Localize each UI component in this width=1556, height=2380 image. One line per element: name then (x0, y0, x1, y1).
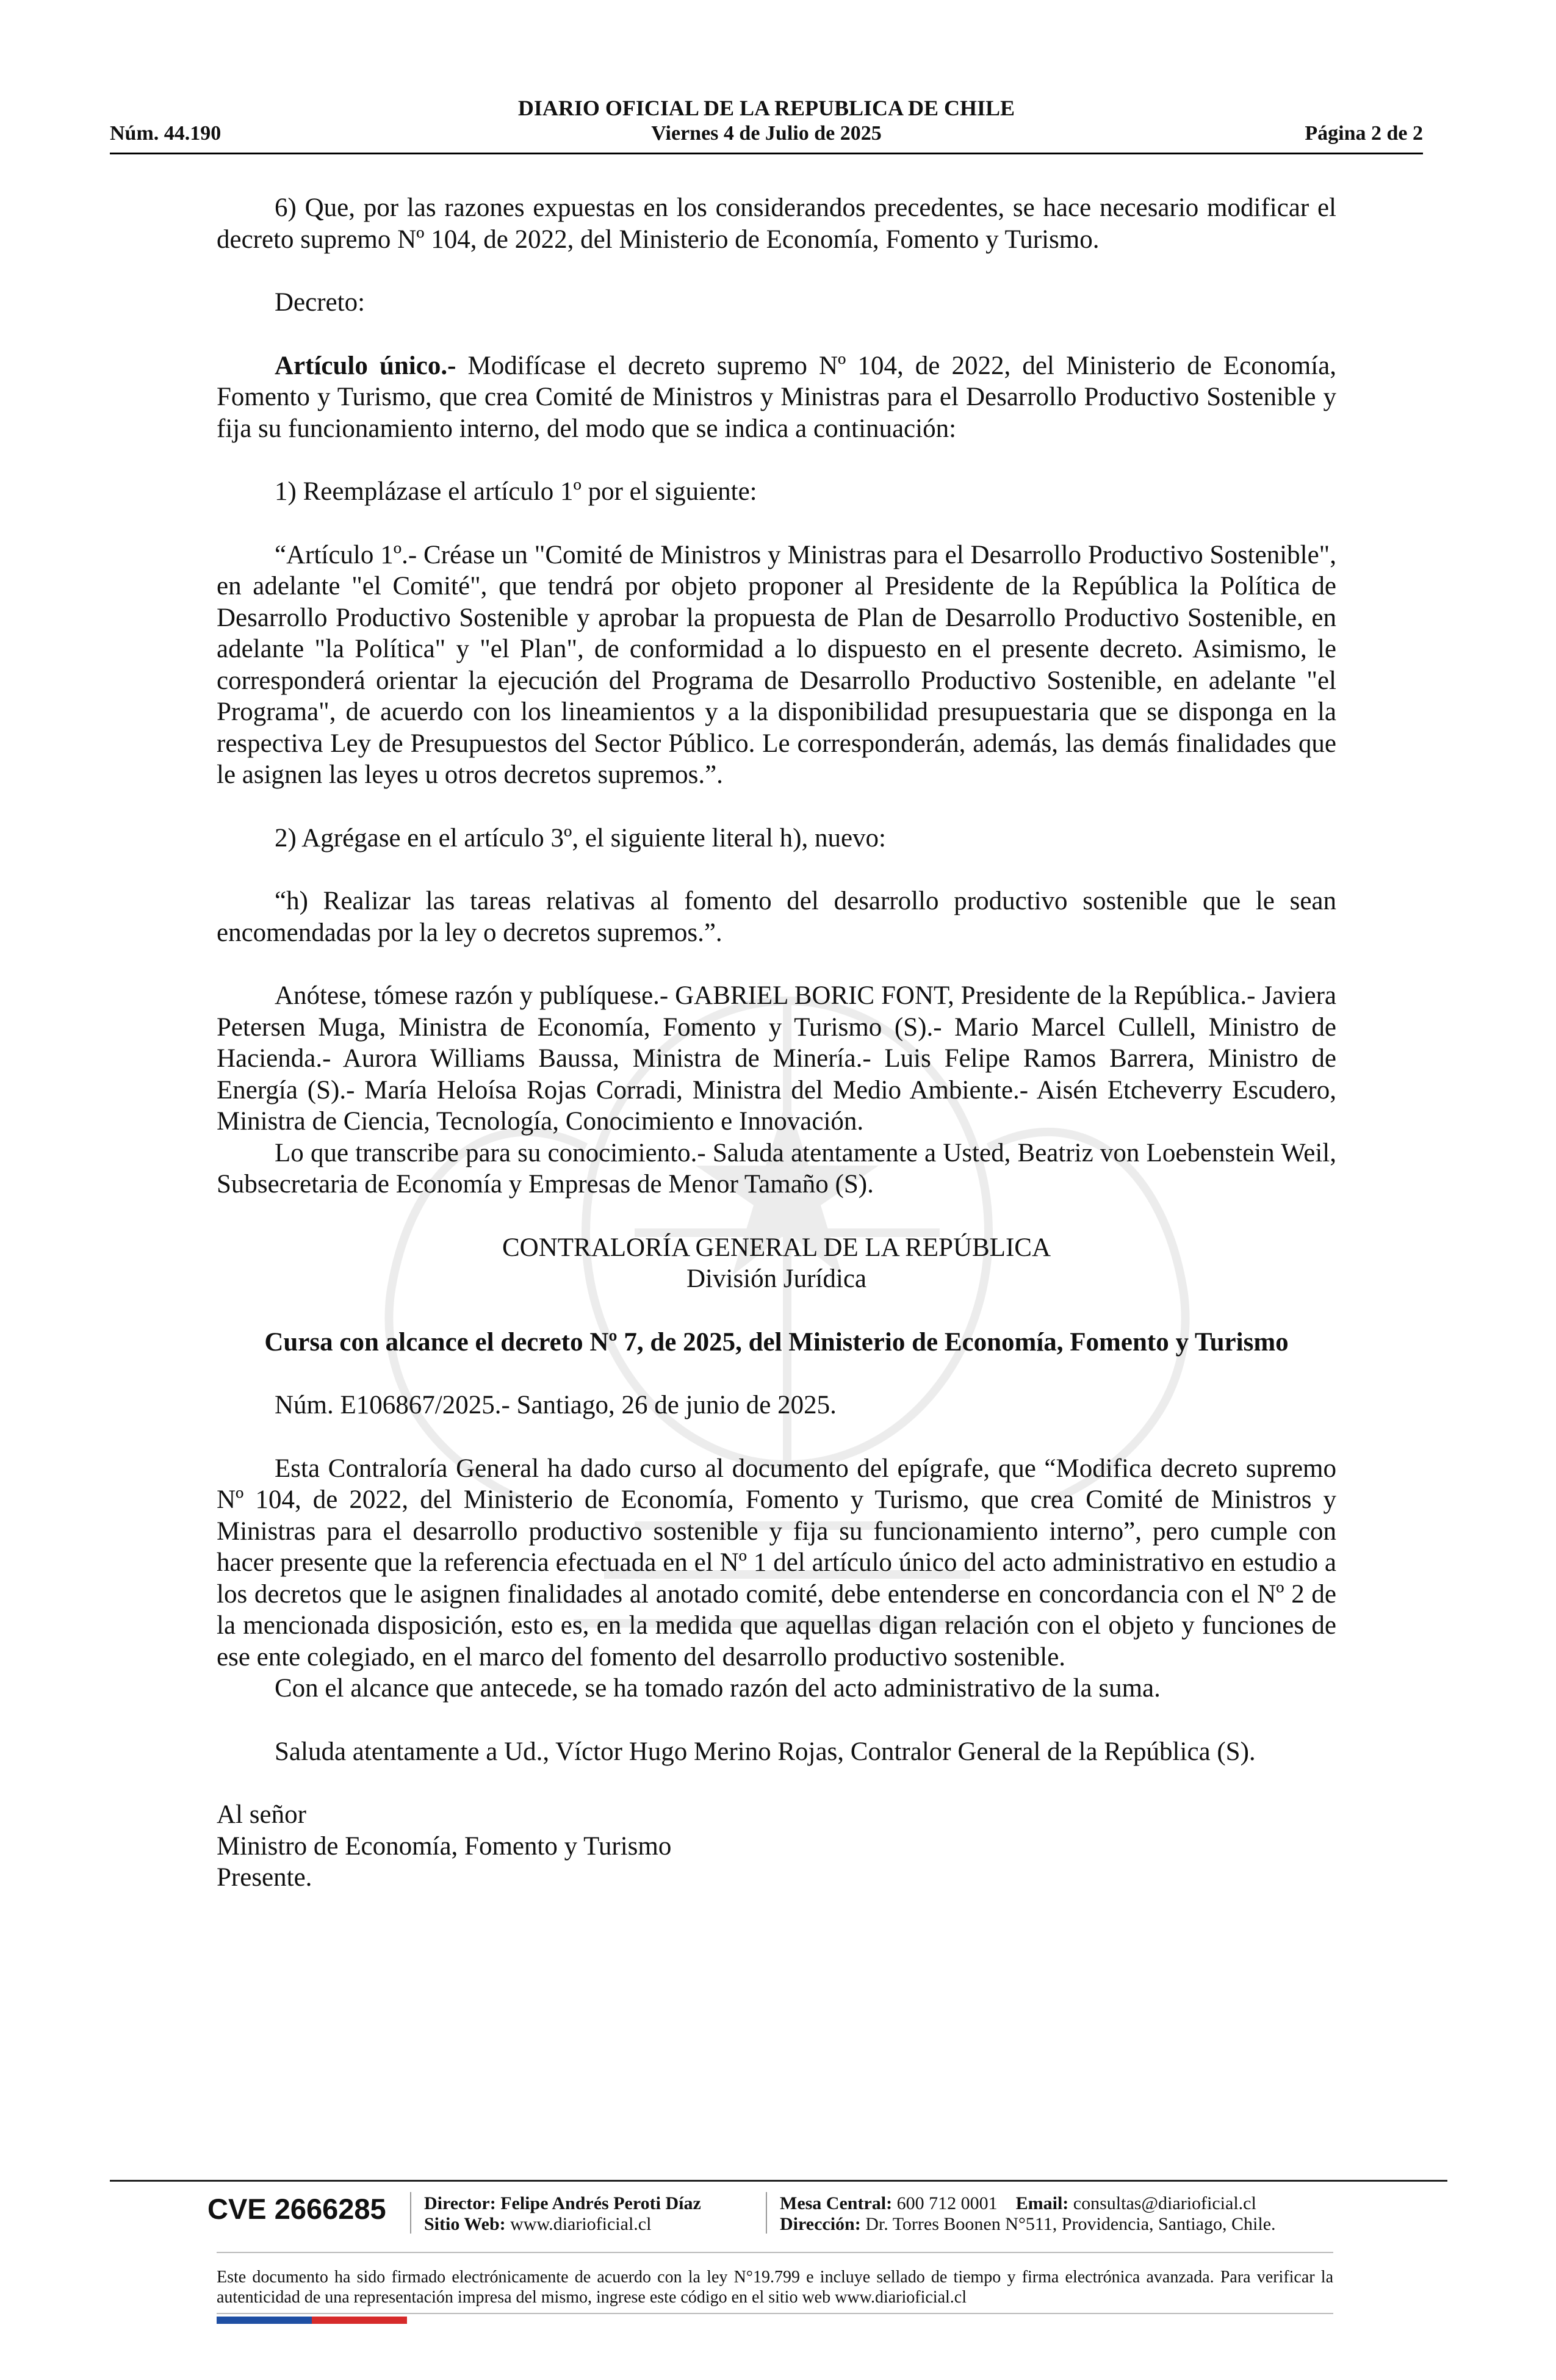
division-heading: División Jurídica (686, 1264, 866, 1293)
contraloria-text: Esta Contraloría General ha dado curso al documento del epígrafe, que “Modifica decreto supremo Nº 104, de 2022, del Ministerio de Economía, Fomento y Turismo, que crea Comité de Ministros y Ministras para el desarrollo productivo sostenible y fija su funcionamiento interno”, pero cumple con hacer presente que la referencia efectuada en el Nº 1 del artículo único del acto administrativo en estudio a los decretos que le asignen finalidades al anotado comité, debe entenderse en concordancia con el Nº 2 de la mencionada disposición, esto es, en la medida que aquellas digan relación con el objeto y funciones de ese ente colegiado, en el marco del fomento del desarrollo productivo sostenible. (217, 1454, 1336, 1671)
saluda-text: Saluda atentamente a Ud., Víctor Hugo Merino Rojas, Contralor General de la República (S). (275, 1737, 1256, 1766)
sitio-label: Sitio Web: (424, 2214, 506, 2234)
articulo-unico-text: Modifícase el decreto supremo Nº 104, de 2022, del Ministerio de Economía, Fomento y Turismo, que crea Comité de Ministros y Ministras para el Desarrollo Productivo Sostenible y fija su funcionamiento interno, del modo que se indica a continuación: (217, 351, 1336, 443)
page-header (110, 95, 1423, 154)
literal-h: “h) Realizar las tareas relativas al fomento del desarrollo productivo sostenible que le sean encomendadas por la ley o decretos supremos.”. (217, 887, 1336, 947)
footer-sub-divider (217, 2252, 1333, 2253)
articulo-unico (217, 350, 1336, 445)
footer-verification-note: Este documento ha sido firmado electrónicamente de acuerdo con la ley N°19.799 e incluye sellado de tiempo y firma electrónica avanzada. Para verificar la autenticidad de una representación impresa del mismo, ingrese este código en el sitio web www.diarioficial.cl (217, 2268, 1333, 2307)
mesa-label: Mesa Central: (780, 2193, 893, 2213)
al-senor: Al señor (217, 1800, 306, 1829)
item-1: 1) Reemplázase el artículo 1º por el siguiente: (275, 477, 757, 506)
email-label: Email: (1015, 2193, 1069, 2213)
direccion-label: Dirección: (780, 2214, 861, 2234)
document-body (217, 192, 1336, 1894)
flag-blue-segment (217, 2317, 312, 2324)
considerando-6: 6) Que, por las razones expuestas en los considerandos precedentes, se hace necesario modificar el decreto supremo Nº 104, de 2022, del Ministerio de Economía, Fomento y Turismo. (217, 193, 1336, 254)
issue-number: Núm. 44.190 (110, 122, 222, 145)
mesa-central: 600 712 0001 (896, 2193, 998, 2213)
sitio-web[interactable]: www.diarioficial.cl (510, 2214, 652, 2234)
footer-contact-block (780, 2193, 1276, 2235)
direccion: Dr. Torres Boonen N°511, Providencia, Santiago, Chile. (865, 2214, 1276, 2234)
signatures: Anótese, tómese razón y publíquese.- GABRIEL BORIC FONT, Presidente de la República.- Javiera Petersen Muga, Ministra de Economía, Fomento y Turismo (S).- Mario Marcel Cullell, Ministro de Hacienda.- Aurora Williams Baussa, Ministra de Minería.- Luis Felipe Ramos Barrera, Ministro de Energía (S).- María Heloísa Rojas Corradi, Ministra del Medio Ambiente.- Aisén Etcheverry Escudero, Ministra de Ciencia, Tecnología, Conocimiento e Innovación. (217, 981, 1336, 1136)
page-number: Página 2 de 2 (1305, 122, 1423, 145)
presente: Presente. (217, 1863, 312, 1892)
decreto-label: Decreto: (275, 288, 366, 317)
footer-separator (410, 2192, 411, 2234)
newspaper-title: DIARIO OFICIAL DE LA REPUBLICA DE CHILE (517, 96, 1015, 120)
transcribe-text: Lo que transcribe para su conocimiento.- Saluda atentamente a Usted, Beatriz von Loebenstein Weil, Subsecretaria de Economía y Empresas de Menor Tamaño (S). (217, 1138, 1336, 1199)
footer-separator (766, 2192, 767, 2234)
director-name: Felipe Andrés Peroti Díaz (500, 2193, 701, 2213)
footer-divider (110, 2180, 1447, 2182)
director-label: Director: (424, 2193, 496, 2213)
issue-date: Viernes 4 de Julio de 2025 (651, 122, 882, 145)
addressee-ministro: Ministro de Economía, Fomento y Turismo (217, 1831, 672, 1861)
alcance-text: Con el alcance que antecede, se ha tomado razón del acto administrativo de la suma. (275, 1674, 1161, 1703)
email-address[interactable]: consultas@diarioficial.cl (1073, 2193, 1256, 2213)
articulo-unico-title: Artículo único.- (275, 351, 456, 380)
cve-code: CVE 2666285 (207, 2193, 386, 2225)
num-santiago: Núm. E106867/2025.- Santiago, 26 de junio de 2025. (275, 1391, 837, 1419)
footer-director-block (424, 2193, 701, 2235)
cursa-title: Cursa con alcance el decreto Nº 7, de 2025, del Ministerio de Economía, Fomento y Turismo (264, 1327, 1289, 1357)
flag-red-segment (312, 2317, 407, 2324)
footer-bottom-divider (217, 2313, 1333, 2314)
chile-flag-stripe (217, 2317, 407, 2324)
contraloria-heading: CONTRALORÍA GENERAL DE LA REPÚBLICA (502, 1233, 1051, 1262)
item-2: 2) Agrégase en el artículo 3º, el siguiente literal h), nuevo: (275, 823, 886, 853)
articulo-1-text: “Artículo 1º.- Créase un "Comité de Ministros y Ministras para el Desarrollo Productivo Sostenible", en adelante "el Comité", que tendrá por objeto proponer al Presidente de la República la Política de Desarrollo Productivo Sostenible y aprobar la propuesta de Plan de Desarrollo Productivo Sostenible, en adelante "la Política" y "el Plan", de conformidad a lo dispuesto en el presente decreto. Asimismo, le corresponderá orientar la ejecución del Programa de Desarrollo Productivo Sostenible, en adelante "el Programa", de acuerdo con los lineamientos y a la disponibilidad presupuestaria que se disponga en la respectiva Ley de Presupuestos del Sector Público. Le corresponderán, además, las demás finalidades que le asignen las leyes u otros decretos supremos.”. (217, 540, 1336, 789)
